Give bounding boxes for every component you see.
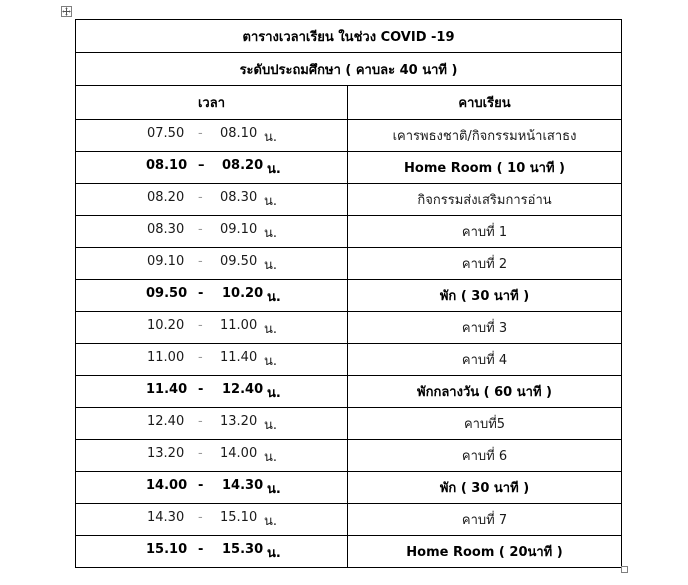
time-range <box>76 540 348 560</box>
schedule-row <box>76 184 622 216</box>
subtitle-row <box>76 53 622 86</box>
time-start: 09.50 <box>146 285 188 301</box>
time-end: 12.40 <box>222 381 264 397</box>
period-cell: Home Room ( 20นาที ) <box>348 536 622 568</box>
time-separator: - <box>198 413 203 429</box>
time-start: 15.10 <box>146 541 188 557</box>
time-separator: - <box>198 541 204 557</box>
period-cell: คาบที่ 1 <box>348 216 622 248</box>
time-cell <box>76 248 348 280</box>
time-start: 14.30 <box>147 509 185 525</box>
period-cell: พัก ( 30 นาที ) <box>348 472 622 504</box>
schedule-row <box>76 248 622 280</box>
schedule-row <box>76 152 622 184</box>
period-cell: คาบที่ 7 <box>348 504 622 536</box>
table-title: ตารางเวลาเรียน ในช่วง COVID -19 <box>76 20 622 53</box>
time-start: 07.50 <box>147 125 185 141</box>
time-cell <box>76 184 348 216</box>
period-cell: Home Room ( 10 นาที ) <box>348 152 622 184</box>
period-cell: กิจกรรมส่งเสริมการอ่าน <box>348 184 622 216</box>
table-subtitle: ระดับประถมศึกษา ( คาบละ 40 นาที ) <box>76 53 622 86</box>
period-cell: คาบที่ 3 <box>348 312 622 344</box>
period-cell: พัก ( 30 นาที ) <box>348 280 622 312</box>
time-cell <box>76 472 348 504</box>
time-end: 08.30 <box>220 189 258 205</box>
period-cell: เคารพธงชาติ/กิจกรรมหน้าเสาธง <box>348 120 622 152</box>
time-start: 10.20 <box>147 317 185 333</box>
time-end: 15.30 <box>222 541 264 557</box>
schedule-row <box>76 312 622 344</box>
time-range <box>76 476 348 496</box>
time-end: 15.10 <box>220 509 258 525</box>
time-end: 10.20 <box>222 285 264 301</box>
time-end: 13.20 <box>220 413 258 429</box>
time-separator: - <box>198 125 203 141</box>
schedule-row <box>76 536 622 568</box>
table-resize-handle-icon[interactable] <box>621 566 628 573</box>
time-separator: - <box>198 349 203 365</box>
time-range <box>76 284 348 304</box>
time-start: 08.30 <box>147 221 185 237</box>
time-cell <box>76 408 348 440</box>
schedule-row <box>76 408 622 440</box>
time-range <box>76 188 348 208</box>
time-range <box>76 444 348 464</box>
schedule-row <box>76 344 622 376</box>
time-unit: น. <box>264 513 278 529</box>
time-separator: - <box>198 317 203 333</box>
time-separator: - <box>198 509 203 525</box>
time-unit: น. <box>264 449 278 465</box>
time-range <box>76 380 348 400</box>
time-unit: น. <box>264 353 278 369</box>
time-cell <box>76 440 348 472</box>
time-range <box>76 252 348 272</box>
time-start: 11.40 <box>146 381 188 397</box>
time-unit: น. <box>267 289 281 305</box>
schedule-row <box>76 120 622 152</box>
time-cell <box>76 152 348 184</box>
time-end: 09.10 <box>220 221 258 237</box>
time-separator: - <box>198 477 204 493</box>
time-end: 11.00 <box>220 317 258 333</box>
time-start: 13.20 <box>147 445 185 461</box>
time-unit: น. <box>267 161 281 177</box>
column-header-time: เวลา <box>76 86 348 120</box>
title-row <box>76 20 622 53</box>
time-separator: - <box>198 221 203 237</box>
time-cell <box>76 504 348 536</box>
time-unit: น. <box>267 481 281 497</box>
time-range <box>76 156 348 176</box>
time-cell <box>76 120 348 152</box>
schedule-table <box>75 19 622 568</box>
time-end: 08.20 <box>222 157 264 173</box>
column-header-period: คาบเรียน <box>348 86 622 120</box>
time-separator: - <box>198 381 204 397</box>
column-header-row <box>76 86 622 120</box>
time-end: 11.40 <box>220 349 258 365</box>
table-move-handle-icon[interactable] <box>61 6 72 17</box>
time-cell <box>76 280 348 312</box>
schedule-row <box>76 216 622 248</box>
time-end: 14.30 <box>222 477 264 493</box>
time-cell <box>76 216 348 248</box>
time-cell <box>76 312 348 344</box>
time-end: 08.10 <box>220 125 258 141</box>
time-cell <box>76 344 348 376</box>
period-cell: คาบที่5 <box>348 408 622 440</box>
period-cell: คาบที่ 4 <box>348 344 622 376</box>
time-separator: - <box>198 445 203 461</box>
time-unit: น. <box>264 193 278 209</box>
time-unit: น. <box>267 385 281 401</box>
schedule-row <box>76 472 622 504</box>
time-range <box>76 316 348 336</box>
time-range <box>76 412 348 432</box>
time-unit: น. <box>264 225 278 241</box>
time-separator: - <box>198 285 204 301</box>
time-separator: - <box>198 189 203 205</box>
schedule-row <box>76 280 622 312</box>
period-cell: พักกลางวัน ( 60 นาที ) <box>348 376 622 408</box>
time-cell <box>76 376 348 408</box>
time-unit: น. <box>264 129 278 145</box>
time-start: 12.40 <box>147 413 185 429</box>
time-unit: น. <box>267 545 281 561</box>
time-end: 14.00 <box>220 445 258 461</box>
time-start: 09.10 <box>147 253 185 269</box>
time-range <box>76 220 348 240</box>
time-separator: – <box>198 157 205 173</box>
time-cell <box>76 536 348 568</box>
time-unit: น. <box>264 417 278 433</box>
time-start: 08.20 <box>147 189 185 205</box>
time-end: 09.50 <box>220 253 258 269</box>
time-unit: น. <box>264 257 278 273</box>
time-separator: - <box>198 253 203 269</box>
time-range <box>76 508 348 528</box>
time-start: 08.10 <box>146 157 188 173</box>
period-cell: คาบที่ 2 <box>348 248 622 280</box>
period-cell: คาบที่ 6 <box>348 440 622 472</box>
time-start: 11.00 <box>147 349 185 365</box>
schedule-row <box>76 376 622 408</box>
schedule-row <box>76 504 622 536</box>
time-unit: น. <box>264 321 278 337</box>
time-range <box>76 348 348 368</box>
schedule-row <box>76 440 622 472</box>
time-start: 14.00 <box>146 477 188 493</box>
time-range <box>76 124 348 144</box>
